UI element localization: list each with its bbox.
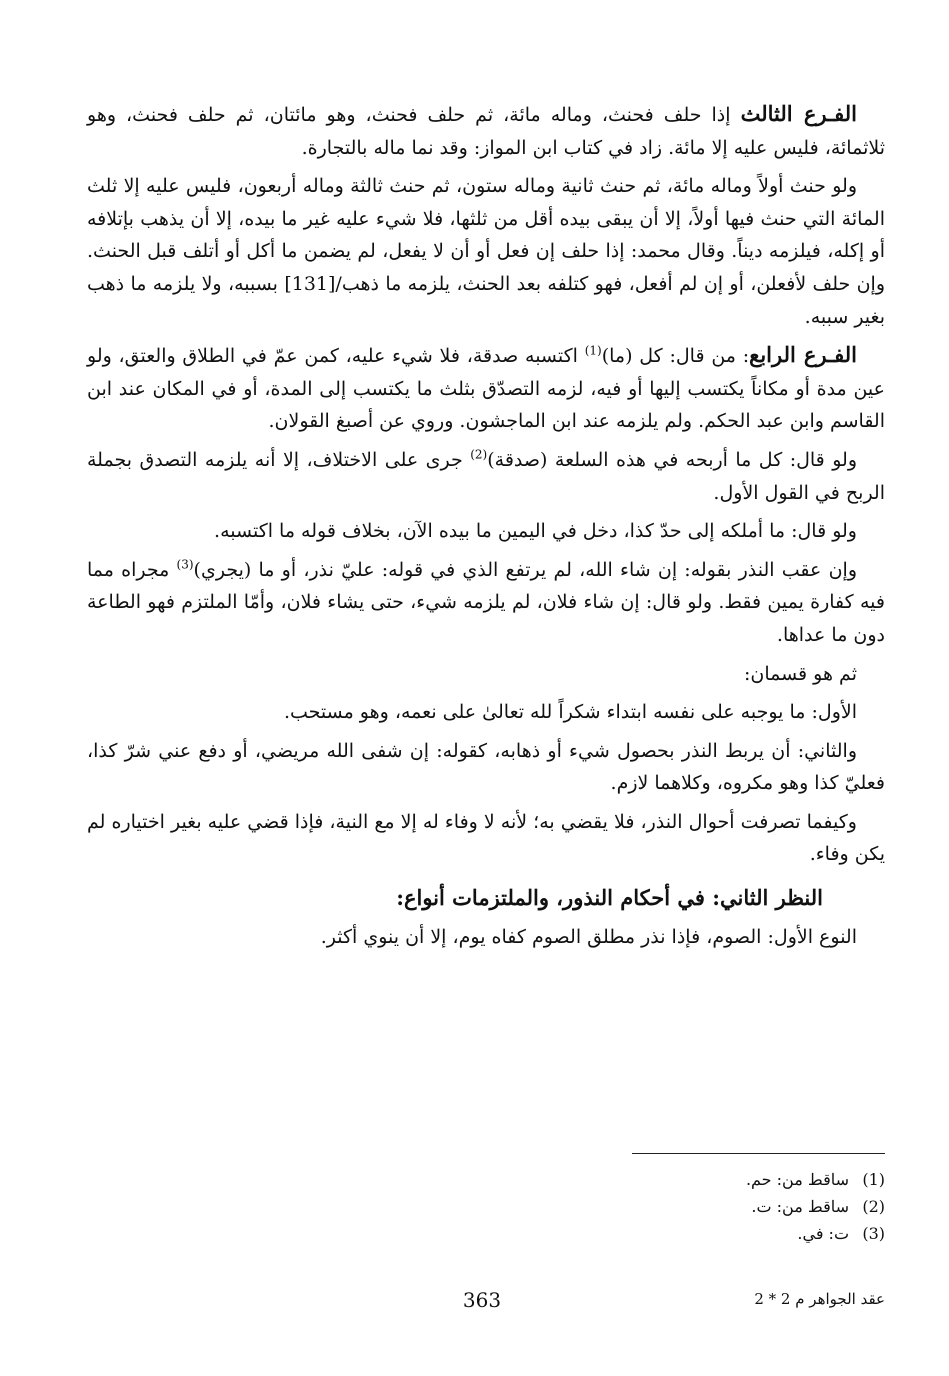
paragraph-text: جرى على الاختلاف، إلا أنه يلزمه التصدق بجملة الربح في القول الأول.: [87, 448, 885, 504]
footnote-divider: [632, 1153, 885, 1154]
running-footer: عقد الجواهر م 2 * 2: [754, 1290, 885, 1308]
footnote: [555, 1220, 885, 1247]
paragraph-text: إذا حلف فحنث، وماله مائة، ثم حلف فحنث، وهو مائتان، ثم حلف فحنث، وهو ثلاثمائة، فليس عليه إلا مائة. زاد في كتاب ابن المواز: وقد نما ماله بالتجارة.: [87, 104, 885, 159]
branch-heading: الفـرع الرابع: [749, 342, 857, 368]
footnote-ref: (2): [470, 447, 488, 462]
section-title-prefix: النظر الثاني:: [704, 885, 823, 911]
section-title-main: في أحكام النذور، والملتزمات أنواع:: [396, 885, 705, 911]
section-title: [87, 881, 885, 915]
page-number: 363: [462, 1288, 502, 1312]
footnote-number: (2): [862, 1197, 885, 1216]
paragraph-text: مجراه مما فيه كفارة يمين فقط. ولو قال: إن شاء فلان، لم يلزمه شيء، حتى يشاء فلان، وأمّا الملتزم فهو الطاعة دون ما عداها.: [87, 558, 885, 646]
paragraph: الأول: ما يوجبه على نفسه ابتداء شكراً لله تعالىٰ على نعمه، وهو مستحب.: [283, 701, 857, 724]
paragraph-third-branch: [87, 98, 885, 164]
footnote-number: (3): [862, 1224, 885, 1243]
paragraph-text: وإن عقب النذر بقوله: إن شاء الله، لم يرتفع الذي في قوله: عليّ نذر، أو ما (يجري): [193, 558, 857, 581]
paragraph: [87, 554, 885, 652]
footnote-text: ساقط من: ت.: [751, 1197, 849, 1216]
paragraph: ولو حنث أولاً وماله مائة، ثم حنث ثانية وماله ستون، ثم حنث ثالثة وماله أربعون، فليس عليه إلا ثلث المائة التي حنث فيها أولاً، إلا أن يبقى بيده أقل من ثلثها، فلا شيء عليه غير ما بيده، إلا أن يذهب بإتلافه أو إكله، فيلزمه ديناً. وقال محمد: إذا حلف إن فعل أو أن لا يفعل، لم يضمن ما أكل أو أتلف قبل الحنث. وإن حلف لأفعلن، أو إن لم أفعل، فهو كتلفه بعد الحنث، يلزمه ما ذهب/[131] بسببه، ولا يلزمه ما ذهب بغير سببه.: [87, 175, 885, 328]
footnote-number: (1): [862, 1170, 885, 1189]
paragraph: ولو قال: ما أملكه إلى حدّ كذا، دخل في اليمين ما بيده الآن، بخلاف قوله ما اكتسبه.: [214, 520, 857, 543]
paragraph: ثم هو قسمان:: [743, 662, 857, 685]
paragraph-text: : من قال: كل (ما): [601, 345, 750, 368]
paragraph: والثاني: أن يربط النذر بحصول شيء أو ذهابه، كقوله: إن شفى الله مريضي، أو دفع عني شرّ كذا، فعليّ كذا وهو مكروه، وكلاهما لازم.: [87, 739, 885, 795]
page-body: [87, 98, 885, 960]
footnote-ref: (3): [176, 557, 194, 572]
footnote-ref: (1): [584, 343, 602, 358]
paragraph-text: ولو قال: كل ما أربحه في هذه السلعة (صدقة): [487, 448, 857, 471]
footnotes: [555, 1166, 885, 1247]
footnote-text: ساقط من: حم.: [745, 1170, 849, 1189]
footnote: [555, 1193, 885, 1220]
paragraph-fourth-branch: [87, 339, 885, 438]
footnote-text: ت: في.: [797, 1224, 849, 1243]
paragraph-text: اكتسبه صدقة، فلا شيء عليه، كمن عمّ في الطلاق والعتق، ولو عين مدة أو مكاناً يكتسب إليها أو فيه، لزمه التصدّق بثلث ما يكتسب إلى المدة، أو في المكان عند ابن القاسم وابن عبد الحكم. ولم يلزمه عند ابن الماجشون. وروي عن أصبغ القولان.: [87, 345, 885, 433]
branch-heading: الفـرع الثالث: [740, 101, 857, 126]
footnote: [555, 1166, 885, 1193]
paragraph: وكيفما تصرفت أحوال النذر، فلا يقضي به؛ لأنه لا وفاء له إلا مع النية، فإذا قضي عليه بغير اختياره لم يكن وفاء.: [87, 810, 885, 866]
paragraph: [87, 444, 885, 509]
paragraph: النوع الأول: الصوم، فإذا نذر مطلق الصوم كفاه يوم، إلا أن ينوي أكثر.: [320, 926, 857, 949]
